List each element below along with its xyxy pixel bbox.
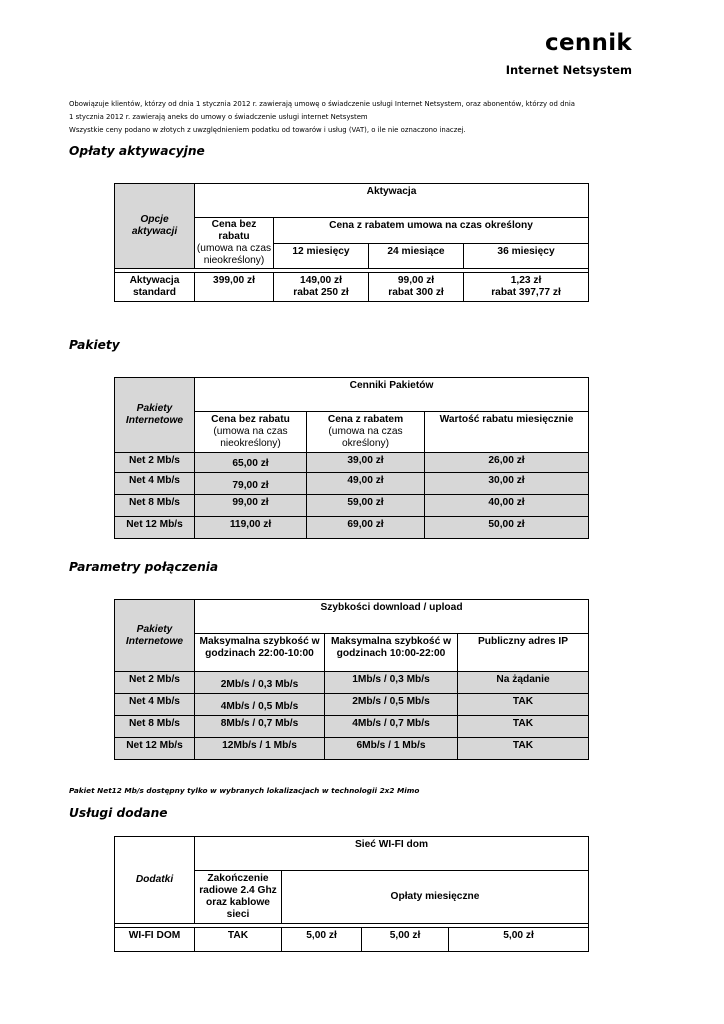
addons-col-completion: Zakończenie radiowe 2.4 Ghz oraz kablowe sieci <box>195 871 282 924</box>
addons-group-header: Sieć WI-FI dom <box>195 837 589 871</box>
activation-col-24: 24 miesiące <box>369 244 464 269</box>
activation-col-no-discount-label: Cena bez rabatu <box>211 219 257 242</box>
addon-completion: TAK <box>195 928 282 952</box>
param-ip: Na żądanie <box>458 672 589 694</box>
addon-fee: 5,00 zł <box>282 928 362 952</box>
package-discount: 39,00 zł <box>307 453 425 473</box>
param-night: 12Mb/s / 1 Mb/s <box>195 738 325 760</box>
table-row <box>115 928 589 952</box>
package-monthly: 50,00 zł <box>425 517 589 539</box>
params-corner: Pakiety Internetowe <box>115 600 195 672</box>
table-row <box>115 495 589 517</box>
activation-col-12: 12 miesięcy <box>274 244 369 269</box>
addons-table <box>114 836 589 952</box>
section-title-activation: Opłaty aktywacyjne <box>69 144 205 158</box>
document-title: cennik <box>545 30 632 56</box>
table-row <box>115 672 589 694</box>
table-row <box>115 453 589 473</box>
section-title-addons: Usługi dodane <box>69 806 168 820</box>
param-day: 6Mb/s / 1 Mb/s <box>325 738 458 760</box>
param-name: Net 12 Mb/s <box>115 738 195 760</box>
params-col-ip: Publiczny adres IP <box>458 634 589 672</box>
activation-col-no-discount-note: (umowa na czas nieokreślony) <box>196 243 272 266</box>
params-table <box>114 599 589 760</box>
table-row <box>115 738 589 760</box>
packages-corner: Pakiety Internetowe <box>115 378 195 453</box>
package-monthly: 40,00 zł <box>425 495 589 517</box>
packages-table <box>114 377 589 539</box>
activation-row-12-price: 149,00 zł <box>300 275 342 286</box>
addons-col-monthly: Opłaty miesięczne <box>282 871 589 924</box>
param-night: 4Mb/s / 0,5 Mb/s <box>195 694 325 716</box>
activation-row-12 <box>274 273 369 302</box>
packages-col-monthly: Wartość rabatu miesięcznie <box>425 412 589 453</box>
activation-table <box>114 183 589 302</box>
package-monthly: 26,00 zł <box>425 453 589 473</box>
packages-col-discount-note: (umowa na czas określony) <box>328 426 403 449</box>
table-row <box>115 517 589 539</box>
param-ip: TAK <box>458 694 589 716</box>
table-row <box>115 694 589 716</box>
param-ip: TAK <box>458 716 589 738</box>
addon-name: WI-FI DOM <box>115 928 195 952</box>
package-discount: 69,00 zł <box>307 517 425 539</box>
param-name: Net 8 Mb/s <box>115 716 195 738</box>
addon-fee: 5,00 zł <box>362 928 449 952</box>
table-row <box>115 273 589 302</box>
activation-corner: Opcje aktywacji <box>115 184 195 269</box>
document-subtitle: Internet Netsystem <box>505 63 632 77</box>
param-day: 1Mb/s / 0,3 Mb/s <box>325 672 458 694</box>
activation-row-24 <box>369 273 464 302</box>
package-discount: 49,00 zł <box>307 473 425 495</box>
activation-row-24-discount: rabat 300 zł <box>388 287 444 298</box>
package-name: Net 4 Mb/s <box>115 473 195 495</box>
param-day: 2Mb/s / 0,5 Mb/s <box>325 694 458 716</box>
package-name: Net 8 Mb/s <box>115 495 195 517</box>
param-day: 4Mb/s / 0,7 Mb/s <box>325 716 458 738</box>
package-discount: 59,00 zł <box>307 495 425 517</box>
packages-col-discount <box>307 412 425 453</box>
activation-row-24-price: 99,00 zł <box>397 275 435 286</box>
params-group-header: Szybkości download / upload <box>195 600 589 634</box>
activation-row-36 <box>464 273 589 302</box>
activation-col-36: 36 miesięcy <box>464 244 589 269</box>
package-name: Net 2 Mb/s <box>115 453 195 473</box>
intro-line-1: Obowiązuje klientów, którzy od dnia 1 stycznia 2012 r. zawierają umowę o świadczenie usługi Internet Netsystem, oraz abonentów, którzy od dnia <box>69 100 575 108</box>
param-name: Net 2 Mb/s <box>115 672 195 694</box>
package-no-discount: 65,00 zł <box>195 453 307 473</box>
params-col-night: Maksymalna szybkość w godzinach 22:00-10:00 <box>195 634 325 672</box>
activation-group-header: Aktywacja <box>195 184 589 218</box>
params-col-day: Maksymalna szybkość w godzinach 10:00-22:00 <box>325 634 458 672</box>
activation-row-36-discount: rabat 397,77 zł <box>491 287 561 298</box>
activation-row-36-price: 1,23 zł <box>510 275 542 286</box>
activation-col-discount-group: Cena z rabatem umowa na czas określony <box>274 218 589 244</box>
packages-col-no-discount-note: (umowa na czas nieokreślony) <box>213 426 288 449</box>
table-row <box>115 716 589 738</box>
section-title-params: Parametry połączenia <box>69 560 219 574</box>
packages-col-no-discount-label: Cena bez rabatu <box>211 414 290 425</box>
param-night: 8Mb/s / 0,7 Mb/s <box>195 716 325 738</box>
param-ip: TAK <box>458 738 589 760</box>
package-no-discount: 119,00 zł <box>195 517 307 539</box>
params-note: Pakiet Net12 Mb/s dostępny tylko w wybranych lokalizacjach w technologii 2x2 Mimo <box>69 786 420 795</box>
activation-row-12-discount: rabat 250 zł <box>293 287 349 298</box>
addon-fee: 5,00 zł <box>449 928 589 952</box>
activation-row-name: Aktywacja standard <box>115 273 195 302</box>
intro-line-2: 1 stycznia 2012 r. zawierają aneks do umowy o świadczenie usługi internet Netsystem <box>69 113 368 121</box>
table-row <box>115 473 589 495</box>
param-night: 2Mb/s / 0,3 Mb/s <box>195 672 325 694</box>
package-no-discount: 99,00 zł <box>195 495 307 517</box>
package-name: Net 12 Mb/s <box>115 517 195 539</box>
packages-col-no-discount <box>195 412 307 453</box>
package-monthly: 30,00 zł <box>425 473 589 495</box>
section-title-packages: Pakiety <box>69 338 120 352</box>
activation-row-no-discount: 399,00 zł <box>195 273 274 302</box>
intro-line-3: Wszystkie ceny podano w złotych z uwzględnieniem podatku od towarów i usług (VAT), o ile nie oznaczono inaczej. <box>69 126 466 134</box>
packages-col-discount-label: Cena z rabatem <box>327 414 404 425</box>
addons-corner: Dodatki <box>115 837 195 924</box>
package-no-discount: 79,00 zł <box>195 473 307 495</box>
packages-group-header: Cenniki Pakietów <box>195 378 589 412</box>
activation-col-no-discount <box>195 218 274 269</box>
param-name: Net 4 Mb/s <box>115 694 195 716</box>
